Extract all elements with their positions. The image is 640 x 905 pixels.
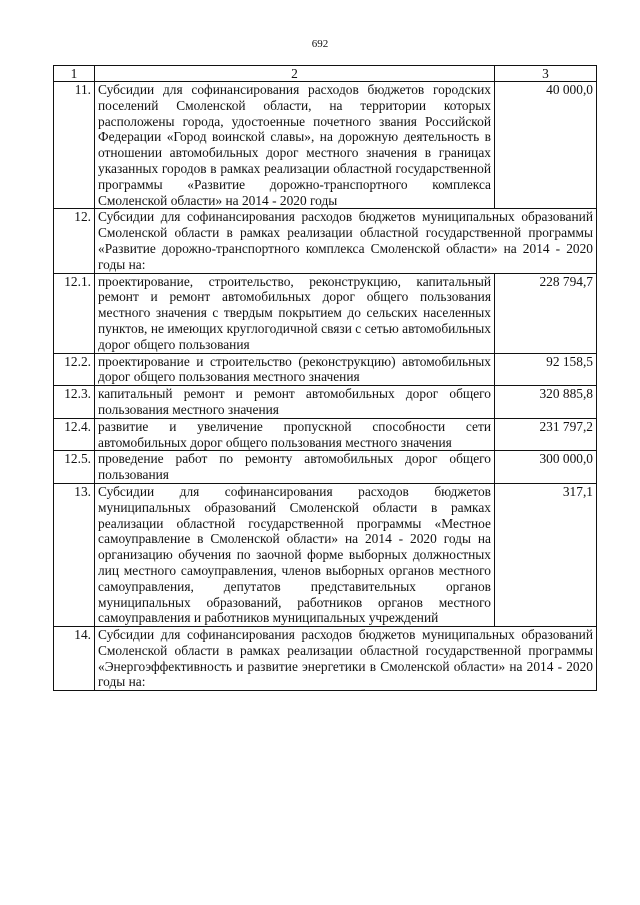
header-col-2: 2 [95, 66, 495, 82]
row-description: проектирование и строительство (реконструкцию) автомобильных дорог общего пользования местного значения [95, 353, 495, 386]
table-row [54, 273, 597, 353]
header-col-1: 1 [54, 66, 95, 82]
table-row [54, 209, 597, 273]
table-row [54, 483, 597, 626]
table-row [54, 451, 597, 484]
row-amount: 320 885,8 [495, 386, 597, 419]
row-amount: 40 000,0 [495, 82, 597, 209]
row-number: 12.1. [54, 273, 95, 353]
table-row [54, 627, 597, 691]
table-row [54, 418, 597, 451]
table-row [54, 353, 597, 386]
row-number: 12.2. [54, 353, 95, 386]
row-number: 13. [54, 483, 95, 626]
row-amount: 228 794,7 [495, 273, 597, 353]
row-number: 12.5. [54, 451, 95, 484]
row-description: Субсидии для софинансирования расходов бюджетов муниципальных образований Смоленской области в рамках реализации областной государственной программы «Энергоэффективность и развитие энергетики в Смоленской области» на 2014 - 2020 годы на: [95, 627, 597, 691]
table-row [54, 82, 597, 209]
row-description: капитальный ремонт и ремонт автомобильных дорог общего пользования местного значения [95, 386, 495, 419]
row-description: Субсидии для софинансирования расходов бюджетов муниципальных образований Смоленской области в рамках реализации областной государственной программы «Развитие дорожно-транспортного комплекса Смоленской области» на 2014 - 2020 годы на: [95, 209, 597, 273]
row-description: Субсидии для софинансирования расходов бюджетов городских поселений Смоленской области, на территории которых расположены города, удостоенные почетного звания Российской Федерации «Город воинской славы», на дорожную деятельность в отношении автомобильных дорог местного значения в границах указанных городов в рамках реализации областной государственной программы «Развитие дорожно-транспортного комплекса Смоленской области» на 2014 - 2020 годы [95, 82, 495, 209]
header-col-3: 3 [495, 66, 597, 82]
row-number: 12. [54, 209, 95, 273]
row-amount: 92 158,5 [495, 353, 597, 386]
row-description: проектирование, строительство, реконструкцию, капитальный ремонт и ремонт автомобильных дорог общего пользования местного значения с твердым покрытием до сельских населенных пунктов, не имеющих круглогодичной связи с сетью автомобильных дорог общего пользования [95, 273, 495, 353]
row-number: 11. [54, 82, 95, 209]
row-number: 12.3. [54, 386, 95, 419]
table-header-row [54, 66, 597, 82]
page-number: 692 [311, 38, 329, 50]
row-description: проведение работ по ремонту автомобильных дорог общего пользования [95, 451, 495, 484]
table-body [54, 82, 597, 691]
row-number: 12.4. [54, 418, 95, 451]
table-row [54, 386, 597, 419]
row-amount: 317,1 [495, 483, 597, 626]
row-amount: 300 000,0 [495, 451, 597, 484]
row-amount: 231 797,2 [495, 418, 597, 451]
row-description: развитие и увеличение пропускной способности сети автомобильных дорог общего пользования местного значения [95, 418, 495, 451]
row-number: 14. [54, 627, 95, 691]
subsidy-table [53, 65, 597, 691]
row-description: Субсидии для софинансирования расходов бюджетов муниципальных образований Смоленской области в рамках реализации областной государственной программы «Местное самоуправление в Смоленской области» на 2014 - 2020 годы на организацию обучения по заочной форме выборных должностных лиц местного самоуправления, членов выборных органов местного самоуправления, депутатов представительных органов муниципальных образований, работников органов местного самоуправления и работников муниципальных учреждений [95, 483, 495, 626]
